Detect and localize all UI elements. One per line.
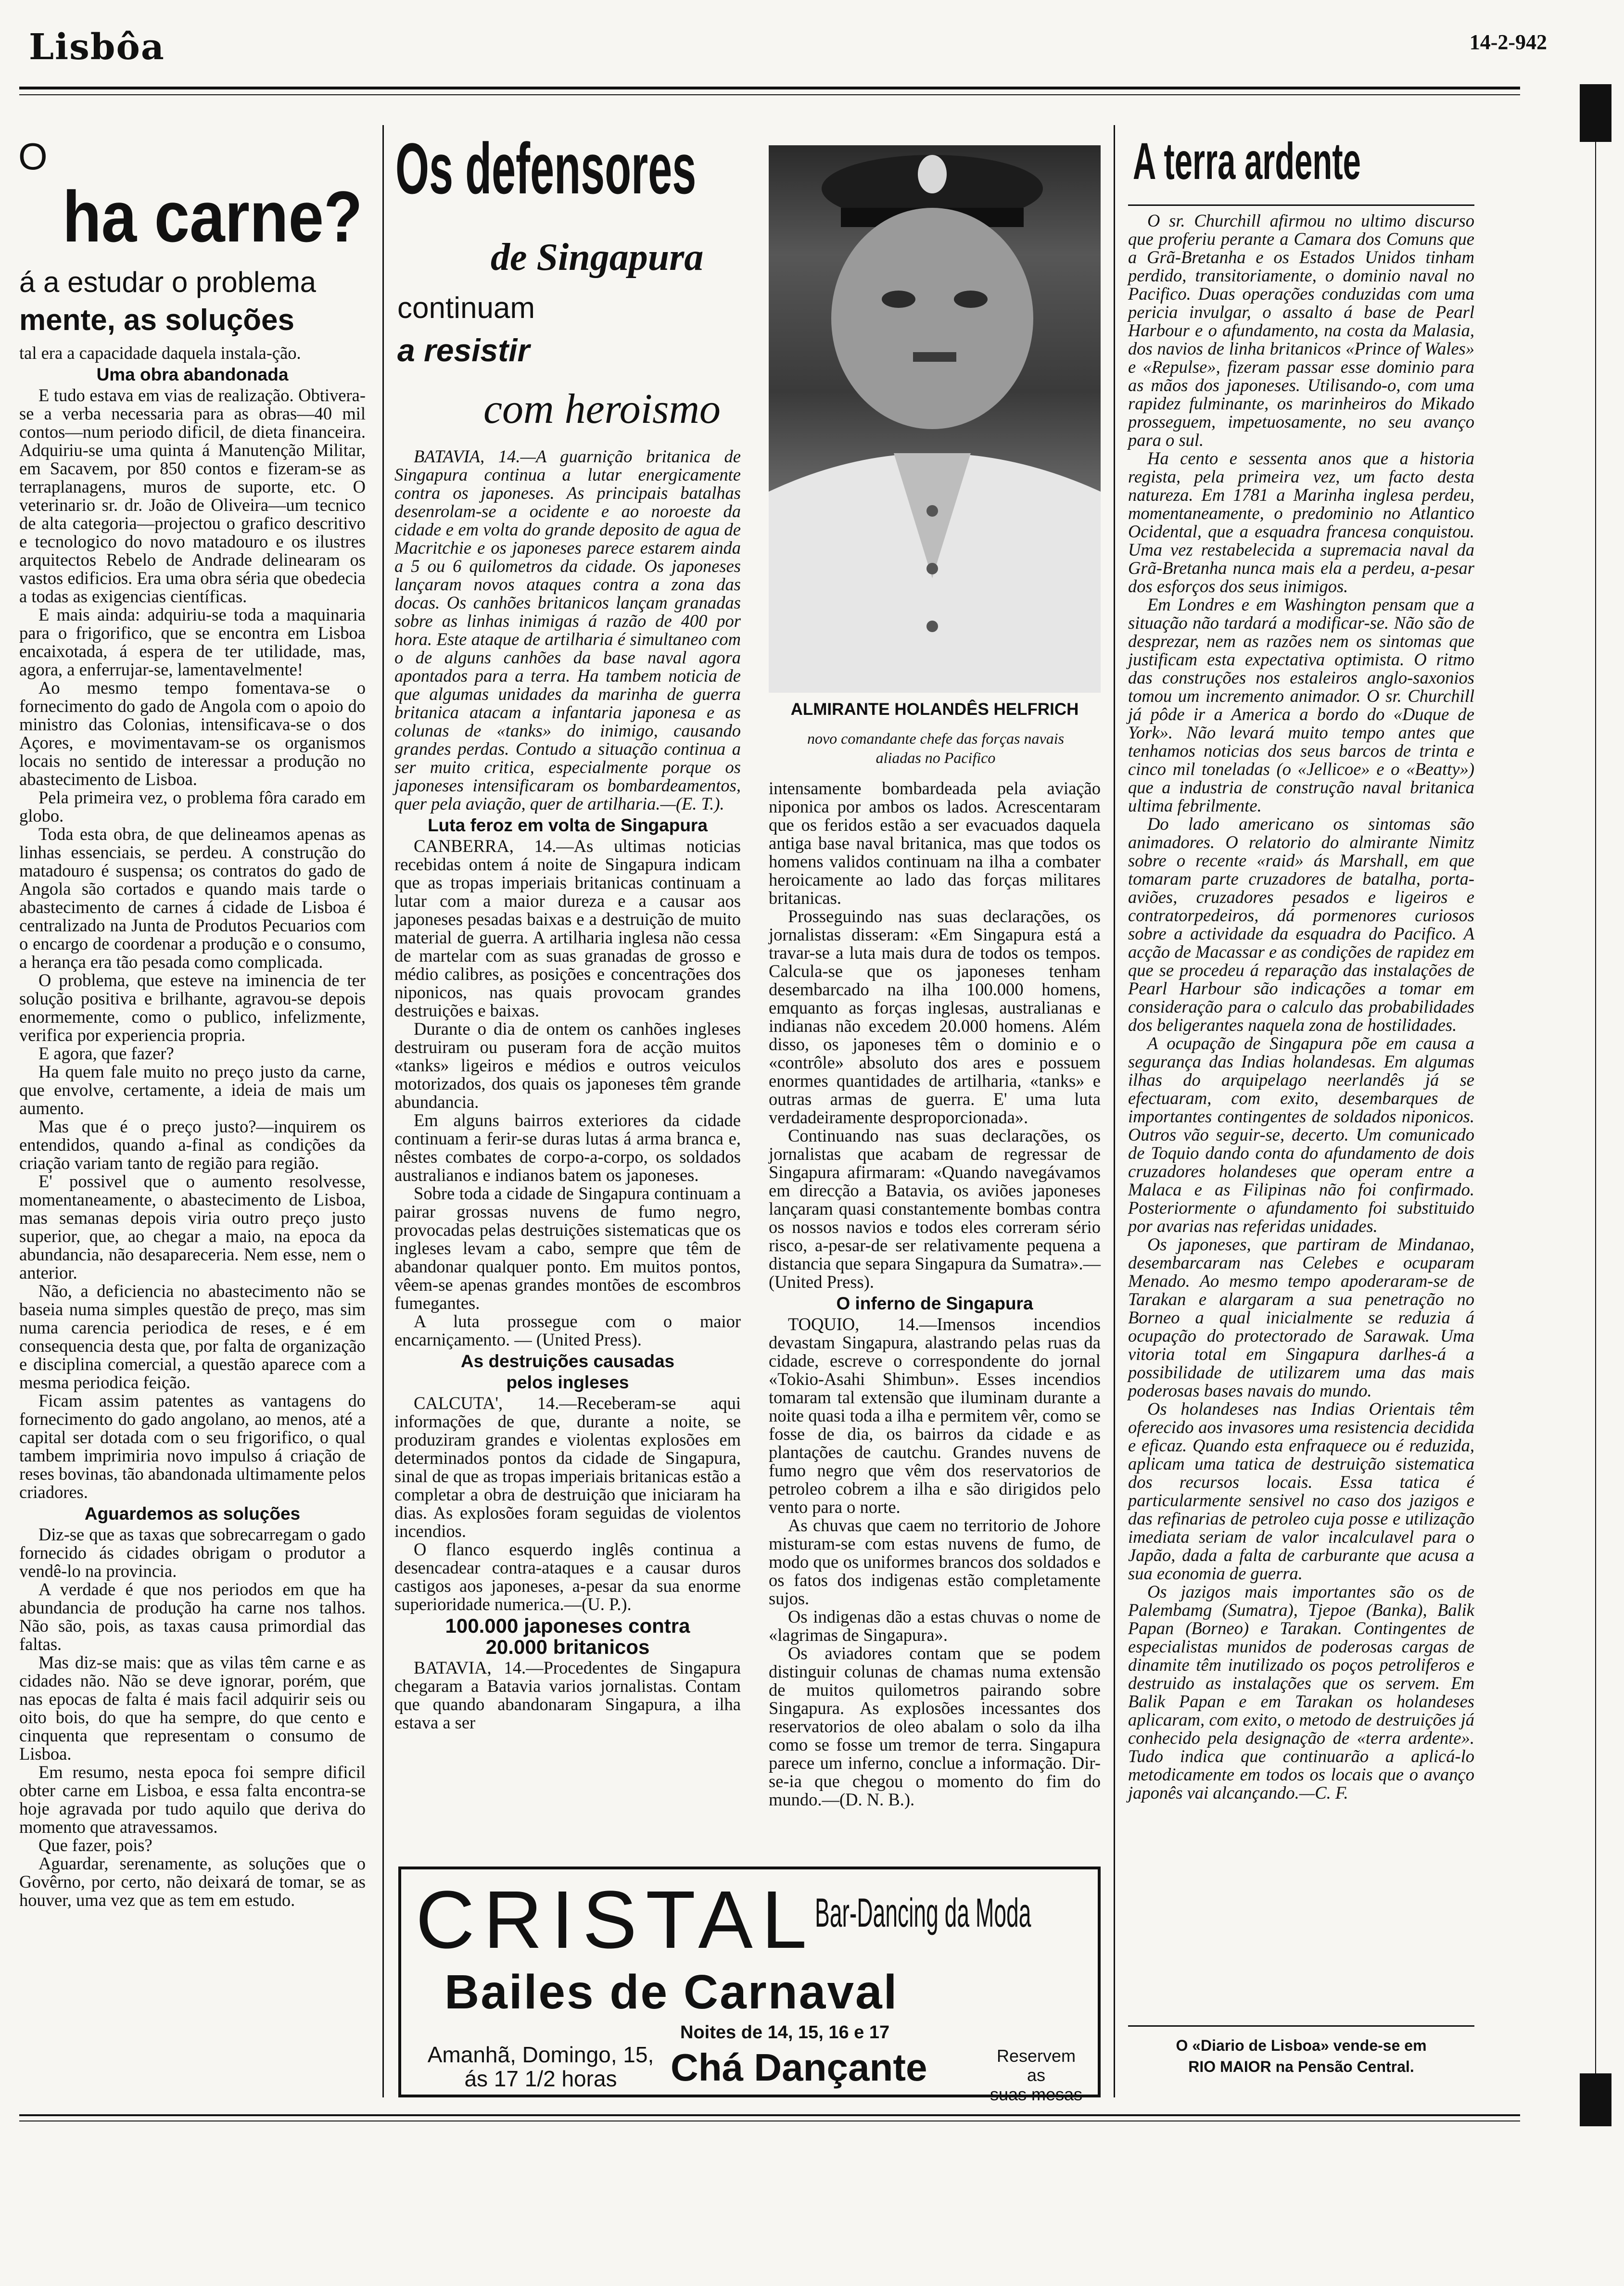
column-editorial: [1128, 96, 1474, 2117]
issue-date: 14-2-942: [1469, 30, 1547, 54]
masthead-title: Lisbôa: [29, 26, 165, 68]
top-rule-thin: [19, 94, 1520, 95]
photo-caption-text: novo comandante chefe das forças navais aliadas no Pacifico: [807, 730, 1065, 766]
subheading: As destruições causadas: [460, 1351, 675, 1371]
paragraph: E tudo estava em vias de realização. Obtivera-se a verba necessaria para as obras—40 mil contos—num periodo dificil, de dieta financeira. Adquiriu-se uma quinta á Manutenção Militar, em Sacavem, por 850 contos e fizeram-se as terraplanagens, muros de suporte, etc. O veterinario sr. dr. João de Oliveira—um tecnico de alta categoria—projectou o grafico descritivo e tecnologico do novo matadouro e os ilustres arquitectos Rebelo de Andrade delinearam os vastos edificios. Era uma obra séria que obedecia a todas as exigencias científicas.: [19, 385, 366, 606]
subheading: Aguardemos as soluções: [84, 1504, 301, 1524]
sales-notice: [1128, 2035, 1474, 2077]
paragraph: Ao mesmo tempo fomentava-se o fornecimento do gado de Angola com o apoio do ministro das Colonias, intensificava-se o dos Açores, e movimentavam-se os organismos locais no sentido de interessar a produção no abastecimento de Lisboa.: [19, 678, 366, 789]
column-singapore-cont: [769, 779, 1101, 1809]
margin-bar: [1580, 84, 1611, 142]
sales-notice-line: RIO MAIOR na Pensão Central.: [1188, 2058, 1414, 2075]
headline: Os defensores: [395, 128, 697, 209]
article-body: [1128, 212, 1474, 1802]
subheading: pelos ingleses: [506, 1372, 629, 1392]
paragraph: A ocupação de Singapura põe em causa a segurança das Indias holandesas. Em algumas ilhas do arquipelago neerlandês já se efectuaram, com exito, desembarques de importantes contingentes de soldados niponicos. Outros vão seguir-se, decerto. Um comunicado de Toquio dando conta do afundamento de dois cruzadores holandeses que operam entre a Malaca e as Filipinas não foi confirmado. Posteriormente o afundamento foi substituido por avarias nas referidas unidades.: [1128, 1033, 1474, 1236]
paragraph: Em alguns bairros exteriores da cidade continuam a ferir-se duras lutas á arma branca e, nêstes combates de corpo-a-corpo, os soldados australianos e indianos batem os japoneses.: [394, 1110, 741, 1185]
paragraph: CALCUTA', 14.—Receberam-se aqui informações de que, durante a noite, se produziram grandes e violentas explosões em determinados pontos da cidade de Singapura, sinal de que as tropas imperiais britanicas estão a completar a obra de destruição que iniciaram ha dias. As explosões foram seguidas de violentos incendios.: [394, 1393, 741, 1541]
paragraph: Os aviadores contam que se podem distinguir colunas de chamas numa extensão de muitos quilometros pairando sobre Singapura. As explosões incessantes dos reservatorios de oleo abalam o solo da ilha como se fosse um tremor de terra. Singapura parece um inferno, conclue a informação. Dir-se-ia que chegou o momento do fim do mundo.—(D. N. B.).: [769, 1643, 1101, 1809]
paragraph: Do lado americano os sintomas são animadores. O relatorio do almirante Nimitz sobre o recente «raid» ás Marshall, em que tomaram parte cruzadores de batalha, porta-aviões, cruzadores pesados e ligeiros e contratorpedeiros, dá pormenores curiosos sobre a actividade da esquadra do Pacifico. A acção de Macassar e as condições de rapidez em que se procedeu á reparação das instalações de Pearl Harbour são indicações a tomar em consideração para o calculo das probabilidades dos beligerantes naquela zona de hostilidades.: [1128, 814, 1474, 1035]
ad-reserve-line: suas mesas: [990, 2084, 1083, 2104]
paragraph: E agora, que fazer?: [38, 1043, 174, 1063]
paragraph: Não, a deficiencia no abastecimento não se baseia numa simples questão de preço, mas sim numa carencia periodica de reses, e é em consequencia desta que, por falta de organização e disciplina comercial, a questão aparece com a mesma periodica feição.: [19, 1281, 366, 1392]
margin-line: [1595, 142, 1596, 2073]
paragraph: O problema, que esteve na iminencia de ter solução positiva e brilhante, agravou-se depois enormemente, como o publico, infelizmente, verifica por experiencia propria.: [19, 970, 366, 1045]
notice-rule: [1128, 2025, 1474, 2027]
bottom-rule: [19, 2114, 1520, 2116]
article-body: [19, 344, 366, 1909]
deck: com heroismo: [483, 386, 721, 432]
paragraph: Prosseguindo nas suas declarações, os jornalistas disseram: «Em Singapura está a travar-se a luta mais dura de todos os tempos. Calcula-se que os japoneses tenham desembarcado na ilha 100.000 homens, emquanto as forças inglesas, australianas e indianas não excedem 20.000 homens. Além disso, os japoneses têm o dominio e o «contrôle» absoluto dos ares e possuem enormes quantidades de artilharia, «tanks» e outras armas de guerra. E' uma luta verdadeiramente desproporcionada».: [769, 906, 1101, 1127]
paragraph: Os holandeses nas Indias Orientais têm oferecido aos invasores uma resistencia decidida e eficaz. Quando esta enfraquece ou é reduzida, aplicam uma tatica de destruição sistematica dos recursos locais. Essa tatica é particularmente sensivel no caso dos jazigos e das refinarias de petroleo cuja posse e utilização imediata seriam de valor incalculavel para o Japão, dada a falta de carburante que acusa a sua economia de guerra.: [1128, 1399, 1474, 1583]
column-rule: [382, 125, 384, 2097]
paragraph: Mas que é o preço justo?—inquirem os entendidos, quando a-final as condições da criação variam tanto de região para região.: [19, 1117, 366, 1173]
headline: ha carne?: [63, 176, 363, 257]
paragraph: BATAVIA, 14.—A guarnição britanica de Singapura continua a lutar energicamente contra os japoneses. As principais batalhas desenrolam-se a ocidente e ao noroeste da cidade e em volta do grande deposito de agua de Macritchie e os japoneses parece estarem ainda a 5 ou 6 quilometros da cidade. Os japoneses lançaram novos ataques contra a zona das docas. Os canhões britanicos lançam granadas sobre as linhas inimigas á razão de 400 por hora. Este ataque de artilharia é simultaneo com o de alguns canhões da base naval agora apontados para a terra. Ha tambem noticia de que algumas unidades da marinha de guerra britanica atacam a infantaria japonesa e as colunas de «tanks» do inimigo, causando grandes perdas. Contudo a situação continua a ser muito critica, especialmente porque os japoneses intensificaram os bombardeamentos, quer pela aviação, quer de artilharia.—(E. T.).: [394, 446, 741, 813]
paragraph: intensamente bombardeada pela aviação niponica por ambos os lados. Acrescentaram que os feridos estão a ser evacuados daquela antiga base naval britanica, mas que todos os homens validos continuam na ilha a combater heroicamente ao lado das forças militares britanicas.: [769, 778, 1101, 908]
paragraph: O flanco esquerdo inglês continua a desencadear contra-ataques e a causar duros castigos aos japoneses, a-pesar da sua enorme superioridade numerica.—(U. P.).: [394, 1539, 741, 1614]
subheading: Luta feroz em volta de Singapura: [428, 815, 708, 835]
headline-kicker: O: [18, 135, 48, 178]
paragraph: Ficam assim patentes as vantagens do fornecimento do gado angolano, ao menos, até a capital ser dotada com o seu frigorifico, o qual tambem imprimiria novo impulso á criação de reses bovinas, tão abandonada ultimamente pelos criadores.: [19, 1391, 366, 1502]
deck: á a estudar o problema: [19, 266, 317, 298]
subheading: O inferno de Singapura: [836, 1294, 1033, 1313]
paragraph: tal era a capacidade daquela instala-ção.: [19, 343, 301, 363]
paragraph: As chuvas que caem no territorio de Johore misturam-se com estas nuvens de fumo, de modo que os uniformes brancos dos soldados e os fatos dos indigenas estão completamente sujos.: [769, 1515, 1101, 1608]
ad-event: Bailes de Carnaval: [444, 1965, 899, 2019]
paragraph: E' possivel que o aumento resolvesse, momentaneamente, o abastecimento de Lisboa, mas semanas depois viria outro preço justo superior, que, ao chegar a maio, na epoca da abundancia, não desapareceria. Nem esse, nem o anterior.: [19, 1171, 366, 1283]
paragraph: Continuando nas suas declarações, os jornalistas que acabam de regressar de Singapura afirmaram: «Quando navegávamos em direcção a Batavia, os aviões japoneses lançaram quasi constantemente bombas contra os nossos navios e todos eles correram sério risco, a-pesar-de ser relativamente pequena a distancia que separa Singapura da Sumatra».—(United Press).: [769, 1126, 1101, 1292]
ad-sunday-line: ás 17 1/2 horas: [464, 2066, 617, 2091]
article-body: [394, 447, 741, 1732]
paragraph: Em resumo, nesta epoca foi sempre dificil obter carne em Lisboa, e essa falta encontra-se hoje agravada por tudo aquilo que deriva do momento que atravessamos.: [19, 1762, 366, 1837]
paragraph: Sobre toda a cidade de Singapura continuam a pairar grossas nuvens de fumo negro, provocadas pelas destruições sistematicas que os ingleses levam a cabo, sempre que têm de abandonar qualquer ponto. Em muitos pontos, vêem-se apenas grandes montões de escombros fumegantes.: [394, 1183, 741, 1313]
deck: a resistir: [397, 332, 530, 368]
deck: mente, as soluções: [19, 304, 295, 337]
paragraph: Ha cento e sessenta anos que a historia regista, pela primeira vez, um facto desta natureza. Em 1781 a Marinha inglesa perdeu, momentaneamente, o predominio no Atlantico Ocidental, que a esquadra francesa conquistou. Uma vez restabelecida a supremacia naval da Grã-Bretanha nunca mais ela a perdeu, a-pesar dos esforços dos seus inimigos.: [1128, 448, 1474, 596]
paragraph: CANBERRA, 14.—As ultimas noticias recebidas ontem á noite de Singapura indicam que as tropas imperiais britanicas continuam a lutar com a maior dureza e a causar aos japoneses pesadas baixas e a destruição de muito material de guerra. A artilharia inglesa não cessa de martelar com as suas granadas de grosso e médio calibres, as posições e concentrações dos niponicos, nas quais provocam grandes destruições e baixas.: [394, 836, 741, 1020]
subheading: 20.000 britanicos: [485, 1636, 650, 1658]
paragraph: Os jazigos mais importantes são os de Palembamg (Sumatra), Tjepoe (Banka), Balik Papan (Borneo) e Tarakan. Contingentes de especialistas munidos de poderosas cargas de dinamite têm inutilizado os poços petroliferos e destruido as instalações que os servem. Em Balik Papan e em Tarakan os holandeses aplicaram, com exito, o metodo de destruições já conhecido pela designação de «terra ardente». Tudo indica que continuarão a aplicá-lo metodicamente em todos os locais que o avanço japonês vai alcançando.—C. F.: [1128, 1582, 1474, 1803]
ad-sunday-line: Amanhã, Domingo, 15,: [427, 2042, 654, 2067]
paragraph: E mais ainda: adquiriu-se toda a maquinaria para o frigorifico, que se encontra em Lisboa encaixotada, á espera de ter utilidade, mas, agora, a enferrujar-se, lamentavelmente!: [19, 605, 366, 679]
paragraph: BATAVIA, 14.—Procedentes de Singapura chegaram a Batavia varios jornalistas. Contam que quando abandonaram Singapura, a ilha estava a ser: [394, 1658, 741, 1732]
ad-nights: Noites de 14, 15, 16 e 17: [680, 2022, 890, 2043]
paragraph: Os japoneses, que partiram de Mindanao, desembarcaram nas Celebes e ocuparam Menado. Ao mesmo tempo apoderaram-se de Tarakan e alargaram a sua penetração no Borneo a qual inicialmente se reduzia á ocupação do protectorado de Sarawak. Uma vitoria total em Singapura darlhes-á a possibilidade de utilizarem uma das mais poderosas bases navais do mundo.: [1128, 1234, 1474, 1400]
column-meat: [19, 96, 366, 2117]
ad-tagline: Bar-Dancing da Moda: [815, 1890, 1031, 1935]
photo-caption-title: ALMIRANTE HOLANDÊS HELFRICH: [790, 700, 1079, 719]
paragraph: O sr. Churchill afirmou no ultimo discurso que proferiu perante a Camara dos Comuns que a Grã-Bretanha e os Estados Unidos tinham perdido, transitoriamente, o dominio naval no Pacifico. Duas operações conduzidas com uma pericia invulgar, o assalto á base de Pearl Harbour e o afundamento, na costa da Malasia, dos navios de linha britanicos «Prince of Wales» e «Repulse», fizeram passar esse dominio para as mãos dos japoneses. Utilisando-o, com uma rapidez fulminante, os marinheiros do Mikado prosseguem, impetuosamente, no seu avanço para o sul.: [1128, 211, 1474, 450]
column-rule: [1114, 125, 1115, 2097]
margin-bar: [1580, 2073, 1611, 2126]
deck: de Singapura: [491, 236, 704, 279]
paragraph: Diz-se que as taxas que sobrecarregam o gado fornecido ás cidades obrigam o produtor a vendê-lo na provincia.: [19, 1524, 366, 1581]
portrait-image: [769, 145, 1101, 693]
paragraph: TOQUIO, 14.—Imensos incendios devastam Singapura, alastrando pelas ruas da cidade, escreve o correspondente do jornal «Tokio-Asahi Shimbun». Esses incendios tomaram tal extensão que iluminam durante a noite quasi toda a ilha e permitem vêr, como se fosse de dia, os bairros da cidade e as plantações de cautchu. Grandes nuvens de fumo negro que vêm dos reservatorios de petroleo cobrem a ilha e são dirigidos pelo vento para o norte.: [769, 1314, 1101, 1517]
subheading: Uma obra abandonada: [96, 365, 289, 384]
paragraph: Em Londres e em Washington pensam que a situação não tardará a modificar-se. Não são de desprezar, nem as razões nem os sintomas que justificam esta expectativa optimista. O ritmo das construções nos estaleiros anglo-saxonios tomou um incremento animador. O sr. Churchill já pôde ir a America a bordo do «Duque de York». Não levará muito tempo antes que tenhamos noticias dos seus barcos de trinta e cinco mil toneladas (o «Jellicoe» e o «Beatty») que a industria de construção naval britanica ultima febrilmente.: [1128, 595, 1474, 815]
headline: A terra ardente: [1133, 132, 1361, 190]
ad-brand: CRISTAL: [416, 1874, 816, 1966]
paragraph: Os indigenas dão a estas chuvas o nome de «lagrimas de Singapura».: [769, 1607, 1101, 1645]
ad-reserve-line: Reservem as: [996, 2046, 1076, 2085]
paragraph: Pela primeira vez, o problema fôra carado em globo.: [19, 787, 366, 826]
admiral-photo: [769, 145, 1101, 693]
paragraph: Aguardar, serenamente, as soluções que o Govêrno, por certo, não deixará de tomar, se as houver, uma vez que as tem em estudo.: [19, 1854, 366, 1910]
paragraph: Toda esta obra, de que delineamos apenas as linhas essenciais, se perdeu. A construção do matadouro é suspensa; os contratos do gado de Angola são cortados e quando mais tarde o abastecimento de carnes á cidade de Lisboa é centralizado na Junta de Produtos Pecuarios com o encargo de coordenar a produção e o consumo, a herança era tão pesada como complicada.: [19, 824, 366, 972]
column-singapore: [394, 96, 741, 1842]
cristal-advertisement: [398, 1867, 1101, 2104]
paragraph: A verdade é que nos periodos em que ha abundancia de produção ha carne nos talhos. Não são, pois, as taxas causa primordial das faltas.: [19, 1579, 366, 1654]
subheading: 100.000 japoneses contra: [445, 1614, 690, 1637]
paragraph: Durante o dia de ontem os canhões ingleses destruiram ou puseram fora de acção muitos «tanks» ligeiros e médios e outros veiculos motorizados, dos quais os japoneses têm grande abundancia.: [394, 1019, 741, 1112]
headline-rule: [1128, 204, 1474, 206]
paragraph: Mas diz-se mais: que as vilas têm carne e as cidades não. Não se deve ignorar, porém, que nas epocas de falta é mais facil adquirir seis ou oito bois, do que ha sempre, do que cento e cinquenta que representam o consumo de Lisboa.: [19, 1652, 366, 1764]
sales-notice-line: O «Diario de Lisboa» vende-se em: [1176, 2037, 1427, 2054]
paragraph: Que fazer, pois?: [38, 1835, 152, 1855]
ad-tea-dance: Chá Dançante: [671, 2046, 927, 2089]
paragraph: Ha quem fale muito no preço justo da carne, que envolve, certamente, a ideia de mais um aumento.: [19, 1062, 366, 1118]
ad-sunday: [420, 2043, 661, 2091]
paragraph: A luta prossegue com o maior encarniçamento. — (United Press).: [394, 1311, 741, 1349]
top-rule: [19, 87, 1520, 89]
ad-reserve: [988, 2046, 1084, 2104]
deck: continuam: [397, 292, 535, 325]
